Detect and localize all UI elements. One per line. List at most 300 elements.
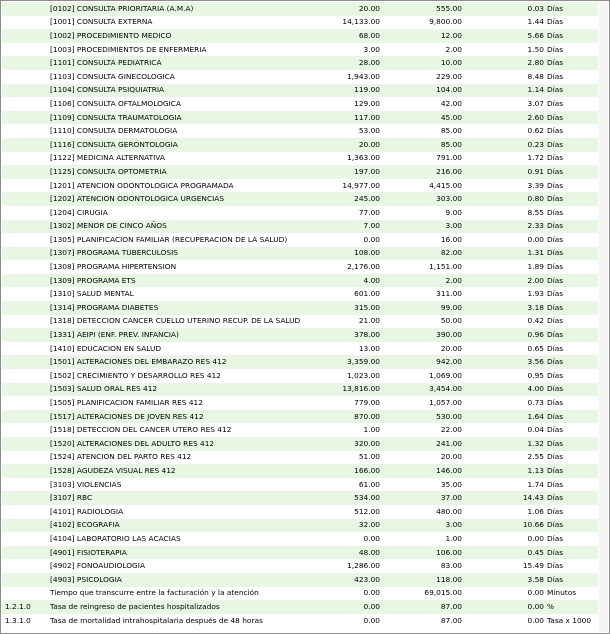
indicator-code — [2, 342, 48, 356]
indicator-name: [1125] CONSULTA OPTOMETRIA — [48, 165, 312, 179]
value-2: 16.00 — [440, 234, 462, 244]
indicator-name: [1109] CONSULTA TRAUMATOLOGIA — [48, 111, 312, 125]
unit-label: Días — [547, 17, 564, 27]
table-row — [2, 287, 598, 301]
value-1: 3,359.00 — [312, 355, 382, 369]
value-1: 1,023.00 — [347, 370, 380, 380]
value-1: 68.00 — [312, 29, 382, 43]
table-row — [2, 587, 598, 601]
result-value: 0.03 — [464, 2, 546, 16]
indicator-name: [4101] RADIOLOGIA — [50, 506, 124, 516]
unit-label: Días — [546, 437, 598, 451]
table-row — [2, 84, 598, 98]
table-row — [2, 97, 598, 111]
result-value: 14.43 — [464, 491, 546, 505]
indicator-code — [2, 315, 48, 329]
value-2: 4,415.00 — [429, 180, 462, 190]
indicator-name: [1103] CONSULTA GINECOLOGICA — [50, 71, 175, 81]
table-row — [2, 519, 598, 533]
result-value: 1.64 — [464, 410, 546, 424]
value-2: 37.00 — [382, 491, 464, 505]
unit-label: Días — [546, 220, 598, 234]
unit-label: Días — [546, 410, 598, 424]
value-2: 87.00 — [382, 600, 464, 614]
value-1: 51.00 — [358, 452, 380, 462]
value-1: 48.00 — [312, 546, 382, 560]
indicator-name: [1310] SALUD MENTAL — [50, 289, 134, 299]
table-row — [2, 165, 598, 179]
value-1: 1,286.00 — [347, 561, 380, 571]
unit-label: Días — [547, 316, 564, 326]
value-1: 245.00 — [312, 192, 382, 206]
unit-label: Días — [546, 546, 598, 560]
result-value: 0.65 — [527, 343, 544, 353]
result-value: 2.33 — [464, 220, 546, 234]
value-1: 108.00 — [312, 247, 382, 261]
value-1: 77.00 — [358, 207, 380, 217]
result-value: 1.31 — [464, 247, 546, 261]
result-value: 3.39 — [527, 180, 544, 190]
indicator-code — [2, 29, 48, 43]
indicator-code — [2, 505, 48, 519]
indicator-name: [1331] AEIPI (ENF. PREV. INFANCIA) — [48, 328, 312, 342]
unit-label: Días — [547, 479, 564, 489]
indicator-name: [1202] ATENCION ODONTOLOGICA URGENCIAS — [48, 192, 312, 206]
indicator-code — [2, 287, 48, 301]
result-value: 0.95 — [527, 370, 544, 380]
table-row — [2, 111, 598, 125]
indicator-table-body — [2, 2, 598, 627]
indicator-code — [2, 2, 48, 16]
indicator-code — [2, 111, 48, 125]
table-row — [2, 315, 598, 329]
indicator-name: [1502] CRECIMIENTO Y DESARROLLO RES 412 — [50, 370, 221, 380]
table-row — [2, 29, 598, 43]
value-1: 512.00 — [354, 506, 380, 516]
table-row — [2, 451, 598, 465]
indicator-name: [4104] LABORATORIO LAS ACACIAS — [50, 533, 181, 543]
result-value: 1.93 — [527, 289, 544, 299]
indicator-name: [1201] ATENCION ODONTOLOGICA PROGRAMADA — [50, 180, 234, 190]
indicator-name: Tasa de mortalidad intrahospitalaria después de 48 horas — [50, 615, 263, 625]
unit-label: Días — [546, 165, 598, 179]
indicator-name: [1106] CONSULTA OFTALMOLOGICA — [50, 98, 182, 108]
indicator-code — [2, 491, 48, 505]
table-row — [2, 532, 598, 546]
indicator-code — [2, 233, 48, 247]
indicator-name: [1101] CONSULTA PEDIATRICA — [48, 56, 312, 70]
unit-label: Días — [546, 29, 598, 43]
indicator-name: [1001] CONSULTA EXTERNA — [50, 17, 153, 27]
indicator-code — [2, 247, 48, 261]
value-1: 4.00 — [312, 274, 382, 288]
indicator-code — [2, 573, 48, 587]
result-value: 0.00 — [464, 600, 546, 614]
unit-label: Días — [546, 355, 598, 369]
table-row — [2, 410, 598, 424]
indicator-name: [1528] AGUDEZA VISUAL RES 412 — [48, 464, 312, 478]
value-1: 20.00 — [312, 138, 382, 152]
unit-label: Días — [547, 343, 564, 353]
value-2: 530.00 — [382, 410, 464, 424]
value-1: 28.00 — [312, 56, 382, 70]
value-2: 942.00 — [382, 355, 464, 369]
indicator-code — [2, 301, 48, 315]
table-row — [2, 16, 598, 30]
value-1: 117.00 — [312, 111, 382, 125]
result-value: 1.32 — [464, 437, 546, 451]
table-row — [2, 478, 598, 492]
value-2: 87.00 — [440, 615, 462, 625]
indicator-name: [1501] ALTERACIONES DEL EMBARAZO RES 412 — [48, 355, 312, 369]
result-value: 0.00 — [527, 615, 544, 625]
indicator-code — [2, 43, 48, 57]
value-2: 1,151.00 — [429, 262, 462, 272]
table-row — [2, 396, 598, 410]
table-row — [2, 505, 598, 519]
value-2: 45.00 — [382, 111, 464, 125]
value-2: 42.00 — [440, 98, 462, 108]
unit-label: Días — [546, 274, 598, 288]
table-row — [2, 369, 598, 383]
result-value: 8.55 — [527, 207, 544, 217]
vertical-scrollbar[interactable] — [599, 2, 608, 632]
table-row — [2, 70, 598, 84]
indicator-table — [2, 2, 598, 627]
unit-label: Días — [546, 56, 598, 70]
value-2: 82.00 — [382, 247, 464, 261]
indicator-code — [2, 206, 48, 220]
value-2: 85.00 — [440, 126, 462, 136]
result-value: 2.60 — [464, 111, 546, 125]
table-row — [2, 464, 598, 478]
unit-label: Días — [547, 533, 564, 543]
result-value: 4.00 — [464, 383, 546, 397]
unit-label: Días — [547, 98, 564, 108]
value-2: 106.00 — [382, 546, 464, 560]
result-value: 0.04 — [527, 425, 544, 435]
value-2: 2.00 — [445, 44, 462, 54]
unit-label: Días — [546, 519, 598, 533]
result-value: 15.49 — [522, 561, 544, 571]
value-1: 119.00 — [312, 84, 382, 98]
result-value: 3.58 — [464, 573, 546, 587]
unit-label: Días — [546, 573, 598, 587]
indicator-name: [1003] PROCEDIMIENTOS DE ENFERMERIA — [50, 44, 207, 54]
indicator-code — [2, 274, 48, 288]
indicator-code — [2, 138, 48, 152]
value-1: 1,943.00 — [347, 71, 380, 81]
result-value: 3.56 — [464, 355, 546, 369]
result-value: 0.80 — [464, 192, 546, 206]
table-row — [2, 342, 598, 356]
value-2: 241.00 — [382, 437, 464, 451]
value-1: 779.00 — [354, 398, 380, 408]
result-value: 10.66 — [464, 519, 546, 533]
value-2: 50.00 — [440, 316, 462, 326]
indicator-code — [2, 260, 48, 274]
result-value: 1.13 — [464, 464, 546, 478]
table-row — [2, 355, 598, 369]
value-1: 0.00 — [363, 533, 380, 543]
value-1: 14,977.00 — [342, 180, 380, 190]
indicator-name: [1318] DETECCION CANCER CUELLO UTERINO RECUP. DE LA SALUD — [50, 316, 301, 326]
value-2: 99.00 — [382, 301, 464, 315]
value-1: 315.00 — [312, 301, 382, 315]
table-row — [2, 491, 598, 505]
result-value: 1.44 — [527, 17, 544, 27]
value-2: 118.00 — [382, 573, 464, 587]
result-value: 2.55 — [527, 452, 544, 462]
value-1: 197.00 — [312, 165, 382, 179]
indicator-code — [2, 559, 48, 573]
table-row — [2, 383, 598, 397]
value-1: 870.00 — [312, 410, 382, 424]
unit-label: Días — [547, 561, 564, 571]
table-row — [2, 600, 598, 614]
value-1: 14,133.00 — [342, 17, 380, 27]
unit-label: Días — [546, 247, 598, 261]
result-value: 0.00 — [527, 588, 544, 598]
indicator-name: [3107] RBC — [48, 491, 312, 505]
indicator-code — [2, 369, 48, 383]
unit-label: Días — [547, 452, 564, 462]
value-2: 229.00 — [436, 71, 462, 81]
value-1: 0.00 — [363, 234, 380, 244]
unit-label: Días — [546, 383, 598, 397]
value-2: 390.00 — [382, 328, 464, 342]
result-value: 5.66 — [464, 29, 546, 43]
table-row — [2, 233, 598, 247]
indicator-code — [2, 152, 48, 166]
unit-label: Días — [546, 2, 598, 16]
value-2: 1.00 — [445, 533, 462, 543]
table-row — [2, 152, 598, 166]
table-row — [2, 301, 598, 315]
value-1: 534.00 — [312, 491, 382, 505]
indicator-name: [1104] CONSULTA PSIQUIATRIA — [48, 84, 312, 98]
indicator-name: [1410] EDUCACION EN SALUD — [50, 343, 162, 353]
table-row — [2, 179, 598, 193]
result-value: 0.62 — [527, 126, 544, 136]
indicator-code: 1.2.1.0 — [2, 600, 48, 614]
value-2: 216.00 — [382, 165, 464, 179]
value-1: 1.00 — [363, 425, 380, 435]
unit-label: Días — [547, 153, 564, 163]
result-value: 8.48 — [527, 71, 544, 81]
value-1: 32.00 — [312, 519, 382, 533]
table-row — [2, 260, 598, 274]
value-2: 20.00 — [440, 452, 462, 462]
value-1: 129.00 — [354, 98, 380, 108]
table-row — [2, 206, 598, 220]
unit-label: Días — [546, 192, 598, 206]
unit-label: Días — [547, 71, 564, 81]
indicator-name: [1302] MENOR DE CINCO AÑOS — [48, 220, 312, 234]
value-1: 2,176.00 — [347, 262, 380, 272]
table-row — [2, 423, 598, 437]
unit-label: Días — [547, 398, 564, 408]
value-2: 303.00 — [382, 192, 464, 206]
table-row — [2, 437, 598, 451]
indicator-name: [1204] CIRUGIA — [50, 207, 108, 217]
value-2: 146.00 — [382, 464, 464, 478]
value-2: 35.00 — [440, 479, 462, 489]
value-1: 3.00 — [363, 44, 380, 54]
unit-label: Minutos — [547, 588, 577, 598]
value-1: 1,363.00 — [347, 153, 380, 163]
value-1: 53.00 — [358, 126, 380, 136]
indicator-name: [1116] CONSULTA GERONTOLOGIA — [48, 138, 312, 152]
table-row — [2, 573, 598, 587]
value-2: 3.00 — [382, 519, 464, 533]
unit-label: Días — [547, 180, 564, 190]
value-2: 555.00 — [382, 2, 464, 16]
table-row — [2, 546, 598, 560]
value-1: 61.00 — [358, 479, 380, 489]
value-1: 7.00 — [312, 220, 382, 234]
indicator-code — [2, 587, 48, 601]
value-2: 9.00 — [445, 207, 462, 217]
result-value: 3.07 — [527, 98, 544, 108]
indicator-code — [2, 532, 48, 546]
unit-label: Días — [547, 370, 564, 380]
indicator-code — [2, 179, 48, 193]
indicator-code — [2, 519, 48, 533]
indicator-code — [2, 383, 48, 397]
indicator-code — [2, 84, 48, 98]
result-value: 0.91 — [464, 165, 546, 179]
result-value: 1.72 — [527, 153, 544, 163]
unit-label: Días — [546, 328, 598, 342]
result-value: 2.00 — [464, 274, 546, 288]
value-1: 378.00 — [312, 328, 382, 342]
indicator-name: [1002] PROCEDIMIENTO MEDICO — [48, 29, 312, 43]
indicator-code — [2, 546, 48, 560]
indicator-name: [4901] FISIOTERAPIA — [48, 546, 312, 560]
indicator-name: [4102] ECOGRAFIA — [48, 519, 312, 533]
indicator-name: [1305] PLANIFICACION FAMILIAR (RECUPERACION DE LA SALUD) — [50, 234, 288, 244]
indicator-name: [1505] PLANIFICACION FAMILIAR RES 412 — [50, 398, 203, 408]
result-value: 1.74 — [527, 479, 544, 489]
table-row — [2, 220, 598, 234]
indicator-name: [1307] PROGRAMA TUBERCULOSIS — [48, 247, 312, 261]
table-row — [2, 124, 598, 138]
result-value: 0.23 — [464, 138, 546, 152]
indicator-code — [2, 478, 48, 492]
result-value: 0.00 — [527, 533, 544, 543]
unit-label: Días — [547, 506, 564, 516]
value-2: 1,057.00 — [429, 398, 462, 408]
unit-label: Días — [546, 111, 598, 125]
unit-label: Días — [547, 126, 564, 136]
value-1: 0.00 — [363, 588, 380, 598]
value-2: 311.00 — [436, 289, 462, 299]
value-2: 104.00 — [382, 84, 464, 98]
unit-label: Días — [546, 301, 598, 315]
value-1: 13,816.00 — [312, 383, 382, 397]
value-1: 423.00 — [312, 573, 382, 587]
indicator-name: [1524] ATENCION DEL PARTO RES 412 — [50, 452, 192, 462]
unit-label: Tasa x 1000 — [547, 615, 592, 625]
unit-label: Días — [547, 207, 564, 217]
indicator-name: [4903] PSICOLOGIA — [48, 573, 312, 587]
value-2: 9,800.00 — [429, 17, 462, 27]
result-value: 1.06 — [527, 506, 544, 516]
indicator-name: [1309] PROGRAMA ETS — [48, 274, 312, 288]
value-2: 85.00 — [382, 138, 464, 152]
indicator-name: [1314] PROGRAMA DIABETES — [48, 301, 312, 315]
result-value: 2.80 — [464, 56, 546, 70]
indicator-name: Tasa de reingreso de pacientes hospitalizados — [48, 600, 312, 614]
value-2: 791.00 — [436, 153, 462, 163]
value-2: 2.00 — [382, 274, 464, 288]
unit-label: Días — [547, 44, 564, 54]
table-row — [2, 328, 598, 342]
indicator-code — [2, 56, 48, 70]
indicator-name: [0102] CONSULTA PRIORITARIA (A.M.A) — [48, 2, 312, 16]
result-value: 0.45 — [464, 546, 546, 560]
indicator-name: [3103] VIOLENCIAS — [50, 479, 122, 489]
value-2: 3.00 — [382, 220, 464, 234]
value-2: 10.00 — [382, 56, 464, 70]
unit-label: Días — [547, 262, 564, 272]
value-1: 166.00 — [312, 464, 382, 478]
table-row — [2, 138, 598, 152]
unit-label: Días — [547, 289, 564, 299]
indicator-name: [1110] CONSULTA DERMATOLOGIA — [50, 126, 178, 136]
result-value: 0.73 — [527, 398, 544, 408]
table-row — [2, 559, 598, 573]
indicator-name: [1518] DETECCION DEL CANCER UTERO RES 412 — [50, 425, 232, 435]
table-row — [2, 247, 598, 261]
indicator-code: 1.3.1.0 — [5, 615, 31, 625]
unit-label: Días — [546, 464, 598, 478]
result-value: 1.89 — [527, 262, 544, 272]
table-row — [2, 614, 598, 628]
unit-label: Días — [546, 138, 598, 152]
value-1: 320.00 — [312, 437, 382, 451]
indicator-code — [2, 165, 48, 179]
value-2: 1,069.00 — [429, 370, 462, 380]
indicator-name: [1122] MEDICINA ALTERNATIVA — [50, 153, 165, 163]
indicator-code — [2, 70, 48, 84]
value-2: 480.00 — [436, 506, 462, 516]
value-1: 601.00 — [354, 289, 380, 299]
indicator-code — [2, 220, 48, 234]
result-value: 0.42 — [527, 316, 544, 326]
table-row — [2, 274, 598, 288]
indicator-code — [2, 410, 48, 424]
unit-label: Días — [546, 491, 598, 505]
result-value: 0.96 — [464, 328, 546, 342]
value-1: 21.00 — [358, 316, 380, 326]
unit-label: Días — [547, 234, 564, 244]
indicator-code — [2, 451, 48, 465]
unit-label: Días — [546, 84, 598, 98]
indicator-name: [1517] ALTERACIONES DE JOVEN RES 412 — [48, 410, 312, 424]
value-2: 69,015.00 — [424, 588, 462, 598]
indicator-code — [2, 355, 48, 369]
indicator-code — [2, 464, 48, 478]
unit-label: % — [546, 600, 598, 614]
indicator-code — [2, 192, 48, 206]
result-value: 1.50 — [527, 44, 544, 54]
value-1: 20.00 — [312, 2, 382, 16]
indicator-name: Tiempo que transcurre entre la facturación y la atención — [50, 588, 259, 598]
value-2: 20.00 — [440, 343, 462, 353]
indicator-name: [4902] FONOAUDIOLOGIA — [50, 561, 145, 571]
